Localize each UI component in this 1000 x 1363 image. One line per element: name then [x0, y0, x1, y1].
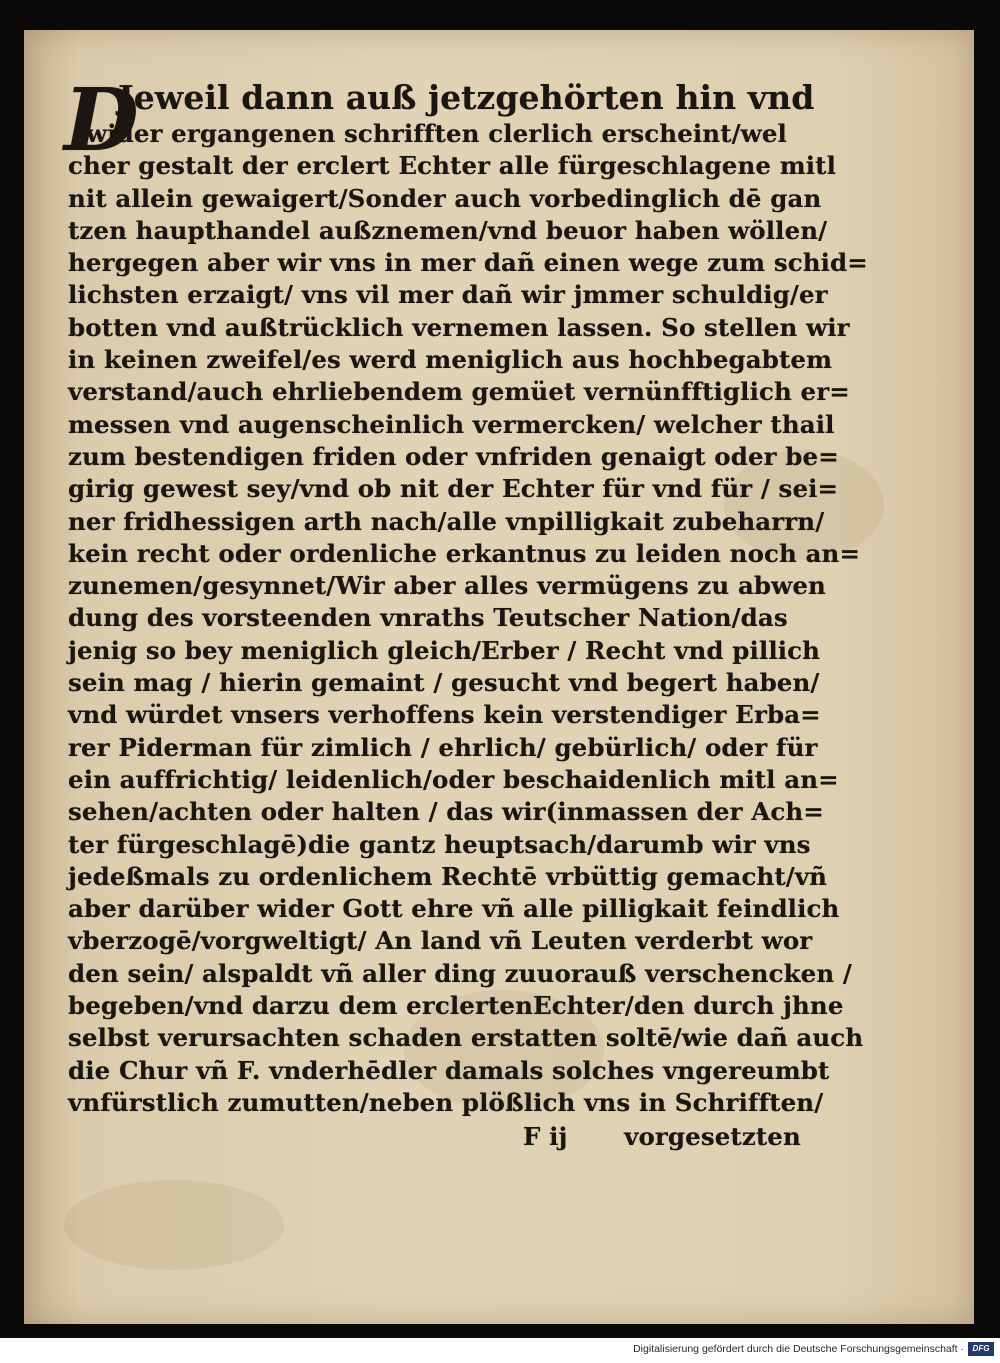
text-line: ein auffrichtig/ leidenlich/oder beschaidenlich mitl an=: [68, 764, 839, 794]
text-line: vnfürstlich zumutten/neben plößlich vns in Schrifften/: [68, 1087, 824, 1117]
text-line: selbst verursachten schaden erstatten soltē/wie dañ auch: [68, 1023, 864, 1053]
text-line: ter fürgeschlagē)die gantz heuptsach/darumb wir vns: [68, 829, 811, 859]
text-line: in keinen zweifel/es werd meniglich aus hochbegabtem: [68, 345, 833, 375]
text-line: den sein/ alspaldt vñ aller ding zuuorauß verschencken /: [68, 958, 852, 988]
text-line: kein recht oder ordenliche erkantnus zu leiden noch an=: [68, 538, 861, 568]
book-page: [24, 30, 974, 1324]
text-line: Jeweil dann auß jetzgehörten hin vnd: [118, 78, 815, 117]
credit-footer: [0, 1338, 1000, 1363]
text-line: zum bestendigen friden oder vnfriden genaigt oder be=: [68, 441, 839, 471]
page-text: [64, 70, 868, 1155]
dfg-logo-icon: DFG: [968, 1342, 994, 1356]
funding-credit: Digitalisierung gefördert durch die Deutsche Forschungsgemeinschaft ·: [633, 1343, 964, 1355]
text-line: lichsten erzaigt/ vns vil mer dañ wir jmmer schuldig/er: [68, 280, 828, 310]
signature-mark: F ij: [523, 1122, 568, 1152]
text-line: aber darüber wider Gott ehre vñ alle pilligkait feindlich: [68, 894, 840, 924]
text-line: dung des vorsteenden vnraths Teutscher Nation/das: [68, 603, 788, 633]
text-line: tzen haupthandel außznemen/vnd beuor haben wöllen/: [68, 215, 828, 245]
text-line: verstand/auch ehrliebendem gemüet vernünfftiglich er=: [68, 377, 850, 407]
text-line: vberzogē/vorgweltigt/ An land vñ Leuten verderbt wor: [68, 926, 813, 956]
text-line: zunemen/gesynnet/Wir aber alles vermügens zu abwen: [68, 571, 826, 601]
text-line: ner fridhessigen arth nach/alle vnpilligkait zubeharrn/: [68, 506, 825, 536]
text-line: jenig so bey meniglich gleich/Erber / Recht vnd pillich: [68, 635, 821, 665]
text-line: vnd würdet vnsers verhoffens kein verstendiger Erba=: [68, 700, 821, 730]
text-line: jedeßmals zu ordenlichem Rechtē vrbüttig gemacht/vñ: [68, 861, 828, 891]
text-line: botten vnd außtrücklich vernemen lassen. So stellen wir: [68, 312, 850, 342]
text-line: sein mag / hierin gemaint / gesucht vnd begert haben/: [68, 668, 820, 698]
text-line: begeben/vnd darzu dem erclertenEchter/den durch jhne: [68, 991, 844, 1021]
catchword: vorgesetzten: [624, 1122, 801, 1152]
page-foot-line: [68, 1121, 838, 1155]
text-line: messen vnd augenscheinlich vermercken/ welcher thail: [68, 409, 835, 439]
text-line: girig gewest sey/vnd ob nit der Echter für vnd für / sei=: [68, 474, 839, 504]
text-line: die Chur vñ F. vnderhēdler damals solches vngereumbt: [68, 1055, 830, 1085]
text-line: nit allein gewaigert/Sonder auch vorbedinglich dē gan: [68, 183, 822, 213]
text-line: hergegen aber wir vns in mer dañ einen wege zum schid=: [68, 248, 868, 278]
text-line: wider ergangenen schrifften clerlich erscheint/wel: [86, 119, 787, 148]
text-line: sehen/achten oder halten / das wir(inmassen der Ach=: [68, 797, 824, 827]
decorated-initial: D: [64, 70, 139, 171]
text-line: cher gestalt der erclert Echter alle fürgeschlagene mitl: [68, 151, 836, 181]
text-line: rer Piderman für zimlich / ehrlich/ gebürlich/ oder für: [68, 732, 818, 762]
paper-stain: [64, 1180, 284, 1270]
